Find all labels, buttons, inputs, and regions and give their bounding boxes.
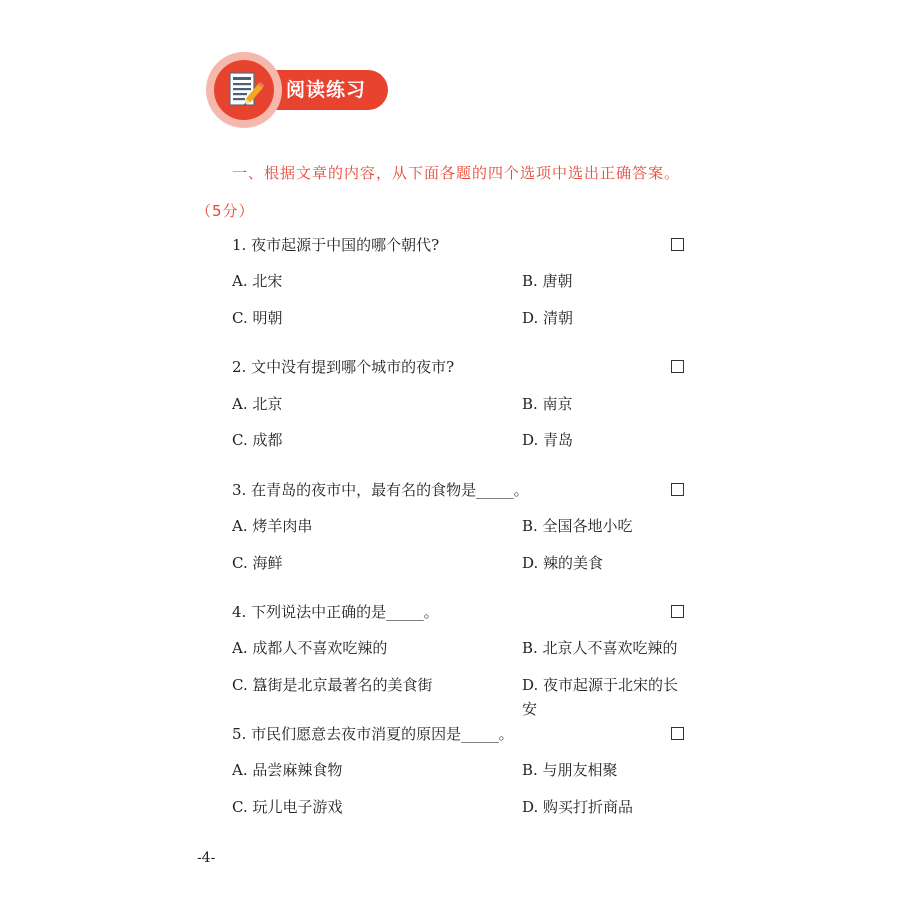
option-a[interactable]: A. 成都人不喜欢吃辣的 — [232, 639, 388, 657]
page-number: -4- — [197, 850, 216, 866]
question-3 — [232, 478, 690, 575]
answer-checkbox[interactable] — [671, 360, 684, 373]
option-d[interactable]: D. 夜市起源于北宋的长安 — [522, 676, 679, 718]
answer-checkbox[interactable] — [671, 238, 684, 251]
answer-checkbox[interactable] — [671, 727, 684, 740]
answer-checkbox[interactable] — [671, 605, 684, 618]
option-a[interactable]: A. 烤羊肉串 — [232, 517, 313, 535]
option-b[interactable]: B. 唐朝 — [522, 272, 573, 290]
score-label: （5分） — [196, 202, 255, 220]
option-b[interactable]: B. 南京 — [522, 395, 573, 413]
option-d[interactable]: D. 青岛 — [522, 431, 574, 449]
option-b[interactable]: B. 北京人不喜欢吃辣的 — [522, 639, 678, 657]
section-title: 阅读练习 — [286, 79, 367, 101]
question-stem: 5. 市民们愿意去夜市消夏的原因是_____。 — [232, 725, 514, 743]
option-a[interactable]: A. 品尝麻辣食物 — [232, 761, 343, 779]
instruction-text: 一、根据文章的内容，从下面各题的四个选项中选出正确答案。 — [232, 164, 681, 182]
answer-checkbox[interactable] — [671, 483, 684, 496]
document-pencil-icon — [222, 68, 266, 112]
question-5 — [232, 722, 690, 819]
question-stem: 4. 下列说法中正确的是_____。 — [232, 603, 439, 621]
option-d[interactable]: D. 辣的美食 — [522, 554, 604, 572]
option-c[interactable]: C. 玩儿电子游戏 — [232, 798, 343, 816]
question-1 — [232, 233, 690, 330]
question-stem: 3. 在青岛的夜市中，最有名的食物是_____。 — [232, 481, 529, 499]
option-d[interactable]: D. 清朝 — [522, 309, 574, 327]
option-a[interactable]: A. 北宋 — [232, 272, 283, 290]
question-4 — [232, 600, 690, 718]
option-c[interactable]: C. 成都 — [232, 431, 283, 449]
option-d[interactable]: D. 购买打折商品 — [522, 798, 634, 816]
option-c[interactable]: C. 簋街是北京最著名的美食街 — [232, 676, 433, 694]
option-a[interactable]: A. 北京 — [232, 395, 283, 413]
option-c[interactable]: C. 明朝 — [232, 309, 283, 327]
question-2 — [232, 355, 690, 452]
option-b[interactable]: B. 与朋友相聚 — [522, 761, 618, 779]
question-stem: 1. 夜市起源于中国的哪个朝代? — [232, 236, 440, 254]
option-c[interactable]: C. 海鲜 — [232, 554, 283, 572]
option-b[interactable]: B. 全国各地小吃 — [522, 517, 633, 535]
header-icon-badge — [206, 52, 282, 128]
question-stem: 2. 文中没有提到哪个城市的夜市? — [232, 358, 455, 376]
